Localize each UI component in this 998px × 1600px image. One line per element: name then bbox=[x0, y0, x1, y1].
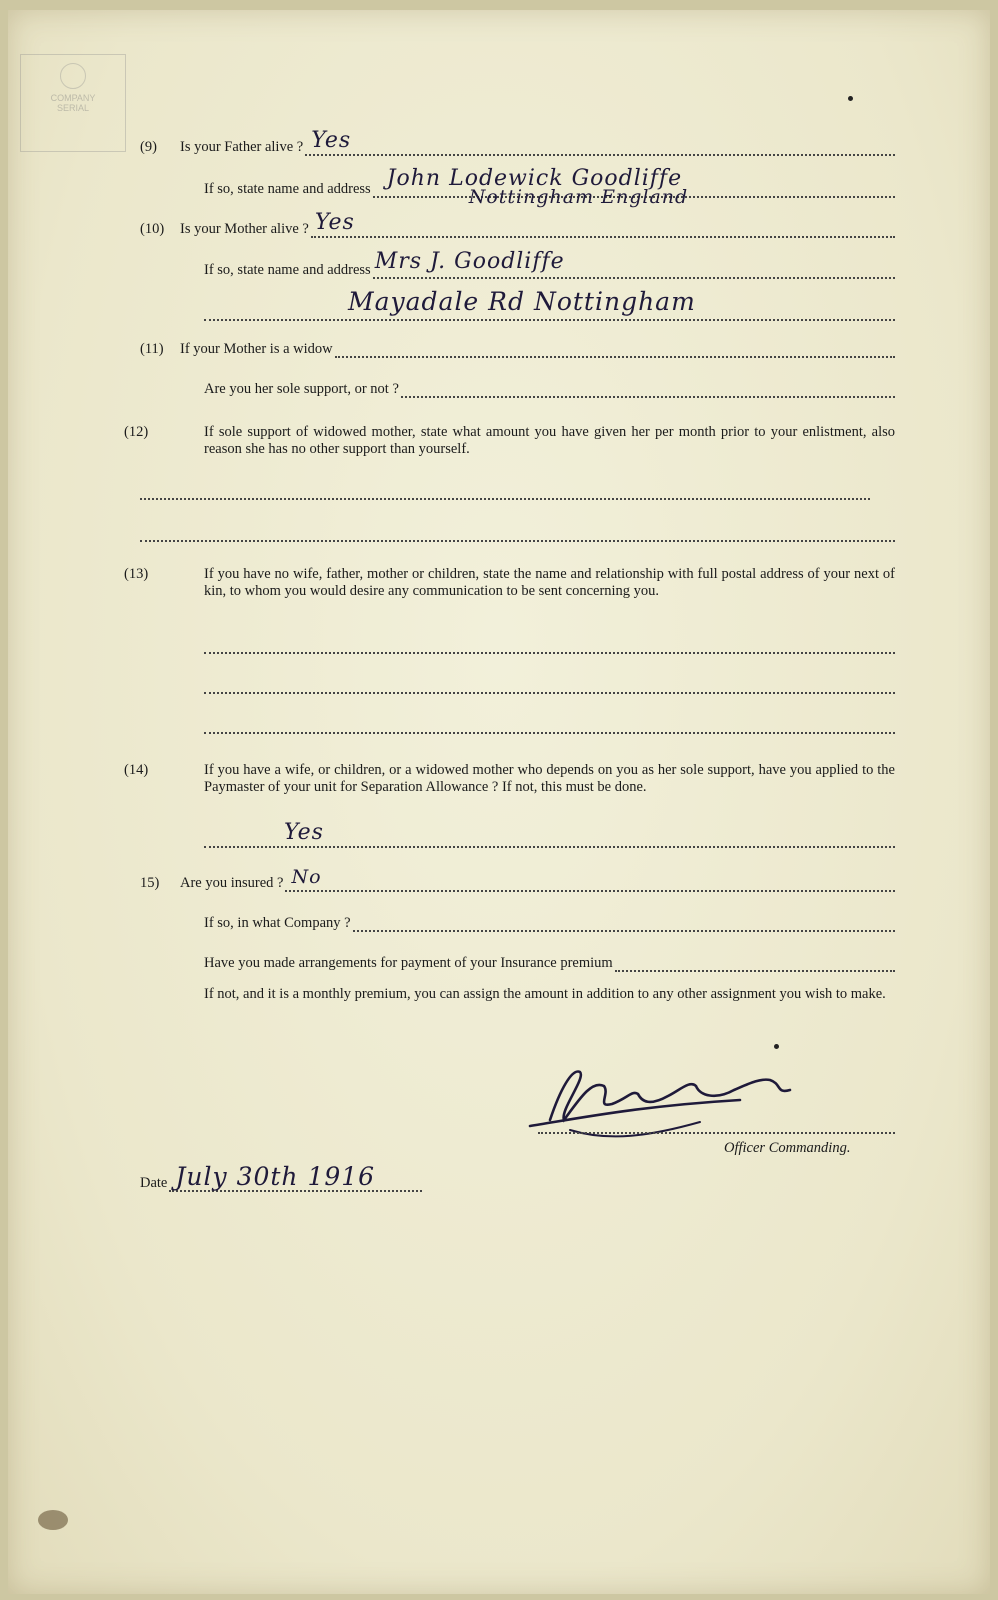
stamp-line-2: SERIAL bbox=[56, 103, 89, 113]
q12-number: (12) bbox=[124, 424, 149, 440]
q15b-field[interactable] bbox=[353, 912, 895, 932]
q10-field[interactable] bbox=[311, 210, 895, 238]
q10b-answer-line2: Mayadale Rd Nottingham bbox=[348, 287, 696, 316]
q15-field[interactable] bbox=[285, 866, 895, 892]
ink-speck bbox=[774, 1044, 779, 1049]
q13-paragraph bbox=[124, 566, 895, 600]
ink-speck bbox=[848, 96, 853, 101]
q9b-label: If so, state name and address bbox=[204, 181, 371, 197]
q10b-field[interactable] bbox=[373, 249, 895, 279]
q13-answer-line-1[interactable] bbox=[204, 652, 895, 654]
q9-row bbox=[140, 128, 895, 156]
q10-label: Is your Mother alive ? bbox=[180, 221, 309, 237]
q11b-label: Are you her sole support, or not ? bbox=[204, 381, 399, 397]
q15b-row bbox=[204, 910, 895, 932]
q15-number: 15) bbox=[140, 875, 160, 891]
q11b-row bbox=[204, 376, 895, 398]
q11-field[interactable] bbox=[335, 338, 895, 358]
document-page bbox=[8, 10, 990, 1594]
q15c-field[interactable] bbox=[615, 952, 895, 972]
q15-row bbox=[140, 866, 895, 892]
date-label: Date bbox=[140, 1175, 168, 1191]
q10-answer: Yes bbox=[314, 210, 355, 235]
q10-row bbox=[140, 210, 895, 238]
q9-number: (9) bbox=[140, 139, 157, 155]
stamp-seal-icon bbox=[60, 63, 86, 89]
q12-paragraph bbox=[124, 424, 895, 458]
q15-label: Are you insured ? bbox=[180, 875, 284, 891]
q10b-answer-line1: Mrs J. Goodliffe bbox=[374, 249, 565, 274]
q9b-row bbox=[204, 166, 895, 208]
q15-answer: No bbox=[291, 866, 322, 888]
stamp-line-1: COMPANY bbox=[50, 93, 96, 103]
q9-answer: Yes bbox=[311, 128, 352, 153]
q10-number: (10) bbox=[140, 221, 165, 237]
q14-text: If you have a wife, or children, or a widowed mother who depends on you as her sole support, have you applied to the Paymaster of your unit for Separation Allowance ? If not, this must be done. bbox=[204, 762, 895, 795]
q10b-row bbox=[204, 249, 895, 279]
q9b-field[interactable] bbox=[373, 166, 895, 208]
q11-row bbox=[140, 336, 895, 358]
q11-label: If your Mother is a widow bbox=[180, 341, 333, 357]
date-row bbox=[140, 1162, 422, 1192]
signature-caption: Officer Commanding. bbox=[724, 1140, 851, 1156]
signature-line[interactable] bbox=[538, 1132, 895, 1134]
q11b-field[interactable] bbox=[401, 378, 895, 398]
q9-label: Is your Father alive ? bbox=[180, 139, 304, 155]
q13-text: If you have no wife, father, mother or children, state the name and relationship with full postal address of your next of kin, to whom you would desire any communication to be sent concerning you. bbox=[204, 566, 895, 599]
q13-answer-line-3[interactable] bbox=[204, 732, 895, 734]
q12-answer-line-1[interactable] bbox=[140, 498, 870, 500]
q12-text: If sole support of widowed mother, state what amount you have given her per month prior to your enlistment, also reason she has no other support than yourself. bbox=[204, 424, 895, 457]
q10b-label: If so, state name and address bbox=[204, 262, 371, 278]
q9-field[interactable] bbox=[305, 128, 895, 156]
stain bbox=[38, 1510, 68, 1530]
officer-signature bbox=[520, 1050, 820, 1140]
q9b-answer-line2: Nottingham England bbox=[468, 186, 689, 208]
date-value: July 30th 1916 bbox=[175, 1162, 376, 1191]
q9b-answer-line1: John Lodewick Goodliffe bbox=[386, 166, 683, 191]
faded-stamp bbox=[20, 54, 126, 152]
q13-number: (13) bbox=[124, 566, 149, 582]
q14-paragraph bbox=[124, 762, 895, 796]
q15c-row bbox=[204, 950, 895, 972]
q15b-label: If so, in what Company ? bbox=[204, 915, 351, 931]
q13-answer-line-2[interactable] bbox=[204, 692, 895, 694]
date-field[interactable] bbox=[169, 1162, 422, 1192]
q12-answer-line-2[interactable] bbox=[140, 540, 895, 542]
q14-answer: Yes bbox=[284, 820, 324, 845]
q15-note: If not, and it is a monthly premium, you can assign the amount in addition to any other assignment you wish to make. bbox=[204, 986, 886, 1002]
signature-scribble-icon bbox=[520, 1050, 820, 1140]
q14-number: (14) bbox=[124, 762, 149, 778]
q11-number: (11) bbox=[140, 341, 164, 357]
q15c-label: Have you made arrangements for payment of your Insurance premium bbox=[204, 955, 613, 971]
